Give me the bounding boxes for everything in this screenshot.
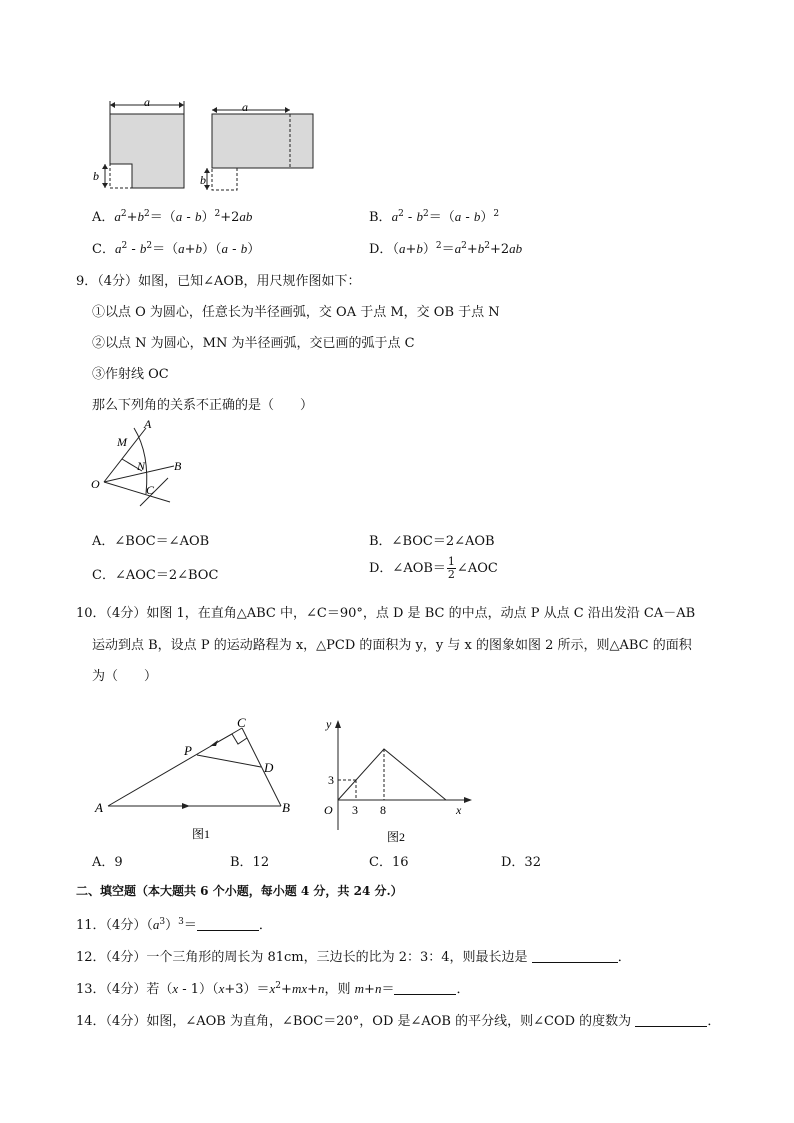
q9-step-2: ②以点 N 为圆心，MN 为半径画弧，交已画的弧于点 C bbox=[92, 336, 415, 351]
fraction-one-half: $\frac{1}{2}$ bbox=[447, 555, 455, 581]
q10-fig2-tick-x3: 3 bbox=[352, 803, 358, 817]
section-2-title: 二、填空题（本大题共 6 个小题，每小题 4 分，共 24 分.） bbox=[76, 884, 403, 898]
q10-fig2-label-y: y bbox=[326, 717, 332, 731]
q9-question: 那么下列角的关系不正确的是（ ） bbox=[92, 398, 314, 413]
q10-stem-line-3: 为（ ） bbox=[92, 669, 158, 684]
q13: 13．（4分）若$(x - 1)(x+3)=x^2+mx+n$，则 m+n＝ ． bbox=[76, 981, 470, 997]
q9-label-n: N bbox=[137, 459, 146, 473]
q9-figure bbox=[88, 414, 198, 514]
q14: 14．（4分）如图，∠AOB 为直角，∠BOC＝20°，OD 是∠AOB 的平分线，则∠COD 的度数为 ． bbox=[76, 1014, 721, 1029]
q10-fig2-tick-x8: 8 bbox=[380, 803, 386, 817]
q9-option-d: D．∠AOB＝ $\frac{1}{2}$ ∠AOC bbox=[369, 555, 498, 581]
q12: 12．（4分）一个三角形的周长为 81cm，三边长的比为 2：3：4，则最长边是 ． bbox=[76, 950, 631, 965]
q10-stem-line-1: 10．（4分）如图 1，在直角△ABC 中，∠C＝90°，点 D 是 BC 的中点，动点 P 从点 C 沿出发沿 CA－AB bbox=[76, 606, 696, 621]
q10-fig1-caption: 图1 bbox=[192, 827, 211, 841]
q8-figures bbox=[88, 92, 328, 194]
q10-fig1-label-b: B bbox=[282, 800, 290, 815]
q10-fig1-label-p: P bbox=[184, 743, 192, 758]
q10-option-d: D．32 bbox=[501, 855, 541, 870]
q8-fig2-label-a: a bbox=[242, 100, 248, 114]
q9-step-3: ③作射线 OC bbox=[92, 367, 169, 382]
q9-label-b: B bbox=[174, 459, 182, 473]
q10-fig1-label-c: C bbox=[237, 715, 246, 730]
q10-stem-line-2: 运动到点 B，设点 P 的运动路程为 x，△PCD 的面积为 y，y 与 x 的图象如图 2 所示，则△ABC 的面积 bbox=[92, 638, 692, 653]
q10-option-b: B．12 bbox=[230, 855, 270, 870]
q9-option-c: C．∠AOC＝2∠BOC bbox=[92, 568, 219, 583]
q9-step-1: ①以点 O 为圆心，任意长为半径画弧，交 OA 于点 M，交 OB 于点 N bbox=[92, 305, 500, 320]
q10-option-a: A．9 bbox=[92, 855, 123, 870]
q8-option-c: C．$a^2 - b^2=(a+b)(a - b)$ bbox=[92, 241, 261, 257]
q12-answer-blank[interactable] bbox=[532, 950, 618, 963]
q10-fig1-label-a: A bbox=[95, 800, 103, 815]
q8-fig1-label-b: b bbox=[93, 169, 99, 183]
q13-answer-blank[interactable] bbox=[394, 982, 456, 995]
q10-fig2-label-o: O bbox=[324, 803, 333, 817]
q8-fig2-label-b: b bbox=[200, 173, 206, 187]
q10-figure-2 bbox=[306, 714, 476, 848]
q8-option-b: B．$a^2 - b^2=(a - b)^2$ bbox=[369, 209, 500, 225]
q10-fig2-caption: 图2 bbox=[387, 830, 406, 844]
q10-fig1-label-d: D bbox=[264, 760, 274, 775]
q10-fig2-label-x: x bbox=[456, 803, 462, 817]
q8-figure-2 bbox=[200, 100, 313, 190]
q9-stem: 9．（4分）如图，已知∠AOB，用尺规作图如下： bbox=[76, 274, 361, 289]
q9-option-b: B．∠BOC＝2∠AOB bbox=[369, 534, 495, 549]
q10-fig2-tick-y3: 3 bbox=[328, 773, 334, 787]
q9-label-c: C bbox=[146, 483, 155, 497]
q8-option-a: A．$a^2+b^2=(a - b)^2+2ab$ bbox=[92, 209, 253, 225]
q9-label-o: O bbox=[91, 477, 100, 491]
q8-fig1-label-a: a bbox=[144, 95, 150, 109]
q11: 11．（4分）$(a^3)^3=$ ． bbox=[76, 917, 272, 933]
q9-label-m: M bbox=[117, 435, 127, 449]
q10-option-c: C．16 bbox=[369, 855, 409, 870]
q11-answer-blank[interactable] bbox=[197, 918, 259, 931]
q8-figure-1 bbox=[93, 95, 184, 188]
q10-figure-1 bbox=[88, 714, 298, 844]
q8-option-d: D．$(a+b)^2=a^2+b^2+2ab$ bbox=[369, 241, 523, 257]
q9-option-a: A．∠BOC＝∠AOB bbox=[92, 534, 210, 549]
q14-answer-blank[interactable] bbox=[635, 1014, 707, 1027]
q9-label-a: A bbox=[144, 417, 152, 431]
